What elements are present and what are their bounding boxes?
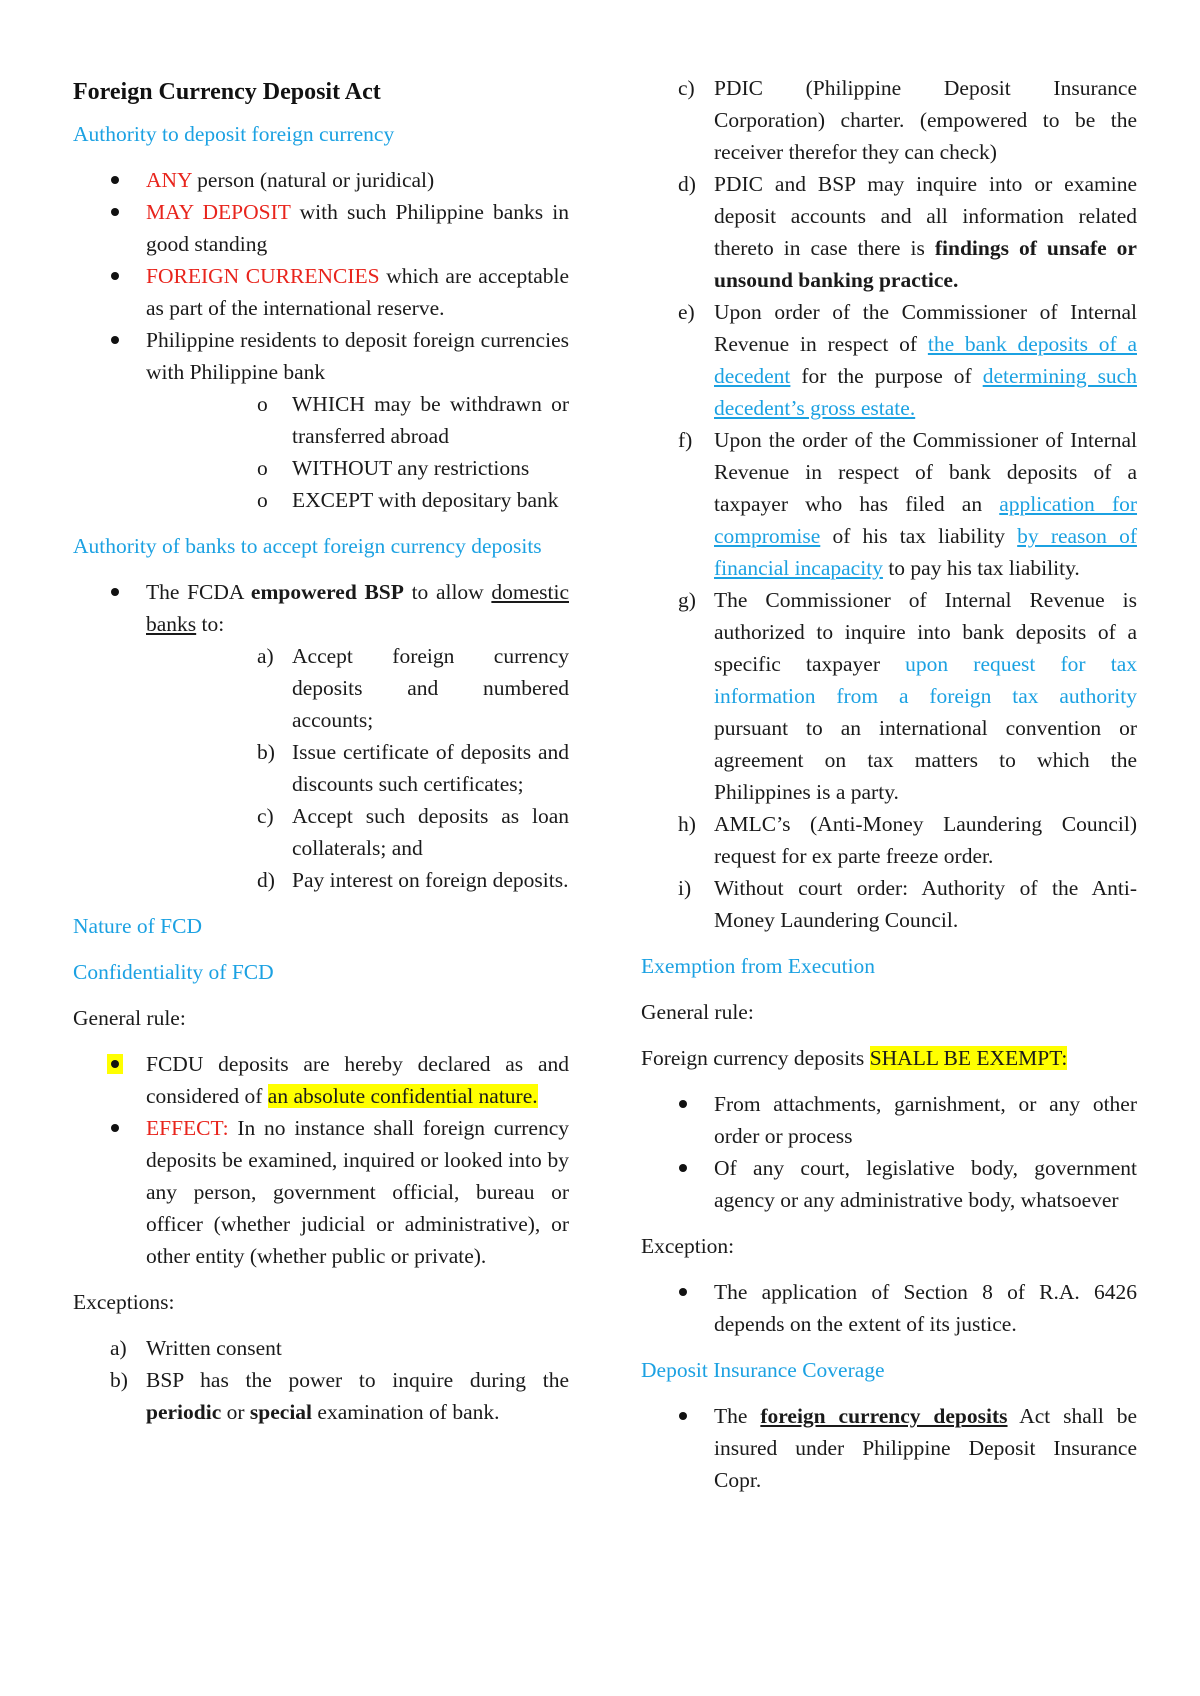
item-text: Foreign currency deposits — [641, 1046, 870, 1070]
sub-bullet-marker: o — [257, 392, 268, 416]
exception-label: Exception: — [641, 1234, 735, 1258]
item-marker: i) — [678, 876, 692, 900]
item-marker: c) — [678, 76, 695, 100]
item-text: WITHOUT any restrictions — [292, 456, 530, 480]
list-item — [73, 164, 569, 196]
item-text: with such Philippine banks in good standing — [146, 200, 570, 256]
list-item — [73, 324, 569, 516]
item-text: Pay interest on foreign deposits. — [292, 868, 569, 892]
underlined-blue-text: determining such decedent’s gross estate. — [714, 364, 1137, 420]
lettered-item — [146, 736, 569, 800]
left-column — [73, 72, 569, 1442]
item-marker: e) — [678, 300, 695, 324]
list-item — [73, 260, 569, 324]
lettered-item — [641, 872, 1137, 936]
bold-text: periodic — [146, 1400, 222, 1424]
exceptions-label: Exceptions: — [73, 1290, 175, 1314]
sub-list — [146, 388, 569, 516]
exemption-list — [641, 1088, 1137, 1216]
exceptions-list — [73, 1332, 569, 1428]
item-text: examination of bank. — [312, 1400, 500, 1424]
general-rule-label: General rule: — [641, 1000, 754, 1024]
sub-list-item — [146, 452, 569, 484]
item-text: WHICH may be withdrawn or transferred abroad — [292, 392, 569, 448]
list-item — [641, 1400, 1137, 1496]
list-item — [641, 1276, 1137, 1340]
item-text: which are acceptable as part of the international reserve. — [146, 264, 569, 320]
lettered-item — [641, 168, 1137, 296]
item-text: Without court order: Authority of the Anti-Money Laundering Council. — [714, 876, 1137, 932]
item-text: FCDU deposits are hereby declared as and considered of — [146, 1052, 569, 1108]
item-text: to pay his tax liability. — [882, 556, 1080, 580]
sub-list-item — [146, 484, 569, 516]
lettered-list — [146, 640, 569, 896]
underlined-blue-text: the bank deposits of a decedent — [714, 332, 1137, 388]
exceptions-list-continued — [641, 72, 1137, 936]
heading-authority-of-banks: Authority of banks to accept foreign currency deposits — [73, 534, 542, 558]
emphasis-text: FOREIGN CURRENCIES — [146, 264, 380, 288]
lettered-item — [641, 424, 1137, 584]
item-marker: f) — [678, 428, 693, 452]
highlighted-text: an absolute confidential nature. — [267, 1084, 538, 1108]
item-marker: g) — [678, 588, 696, 612]
underlined-text: domestic banks — [146, 580, 569, 636]
item-text: Upon the order of the Commissioner of Internal Revenue in respect of bank deposits of a taxpayer who has filed an — [714, 428, 1137, 516]
insurance-list — [641, 1400, 1137, 1496]
blue-text: upon request for tax information from a foreign tax authority — [714, 652, 1137, 708]
item-marker: b) — [257, 740, 275, 764]
lettered-item — [641, 808, 1137, 872]
document-title: Foreign Currency Deposit Act — [73, 79, 381, 105]
bold-text: findings of unsafe or unsound banking practice. — [714, 236, 1137, 292]
item-text: or — [221, 1400, 250, 1424]
right-column — [641, 72, 1137, 1510]
item-text: person (natural or juridical) — [191, 168, 435, 192]
underlined-blue-text: by reason of financial incapacity — [714, 524, 1137, 580]
bold-text: special — [249, 1400, 313, 1424]
underlined-blue-text: application for compromise — [714, 492, 1138, 548]
list-item — [641, 1088, 1137, 1152]
item-marker: h) — [678, 812, 696, 836]
item-text: pursuant to an international convention or agreement on tax matters to which the Philippines is a party. — [714, 716, 1137, 804]
item-text: Philippine residents to deposit foreign currencies with Philippine bank — [146, 328, 569, 384]
exemption-statement — [641, 1042, 1137, 1074]
lettered-item — [146, 640, 569, 736]
item-text: Of any court, legislative body, government agency or any administrative body, whatsoever — [714, 1156, 1137, 1212]
item-marker: b) — [110, 1368, 128, 1392]
lettered-item — [641, 296, 1137, 424]
lettered-item — [73, 1364, 569, 1428]
exception-list — [641, 1276, 1137, 1340]
sub-list-item — [146, 388, 569, 452]
bold-text: empowered BSP — [250, 580, 404, 604]
item-text: Accept such deposits as loan collaterals; and — [292, 804, 569, 860]
lettered-item — [641, 72, 1137, 168]
emphasis-text: ANY — [146, 168, 192, 192]
authority-deposit-list — [73, 164, 569, 516]
item-text: From attachments, garnishment, or any other order or process — [714, 1092, 1137, 1148]
general-rule-label: General rule: — [73, 1006, 186, 1030]
item-text: for the purpose of — [790, 364, 983, 388]
emphasis-text: MAY DEPOSIT — [146, 200, 291, 224]
item-text: Upon order of the Commissioner of Internal Revenue in respect of — [714, 300, 1137, 356]
list-item — [641, 1152, 1137, 1216]
item-text: The — [714, 1404, 761, 1428]
item-marker: c) — [257, 804, 274, 828]
authority-banks-list — [73, 576, 569, 896]
item-text: PDIC and BSP may inquire into or examine deposit accounts and all information related thereto in case there is — [714, 172, 1137, 260]
item-text: AMLC’s (Anti-Money Laundering Council) request for ex parte freeze order. — [714, 812, 1137, 868]
item-text: In no instance shall foreign currency deposits be examined, inquired or looked into by any person, government official, bureau or officer (whether judicial or administrative), or other entity (whether public or private). — [146, 1116, 569, 1268]
sub-bullet-marker: o — [257, 456, 268, 480]
item-text: Written consent — [146, 1336, 282, 1360]
heading-deposit-insurance: Deposit Insurance Coverage — [641, 1358, 885, 1382]
list-item — [73, 1048, 569, 1112]
item-marker: d) — [678, 172, 696, 196]
highlighted-text: SHALL BE EXEMPT: — [869, 1046, 1068, 1070]
item-text: BSP has the power to inquire during the — [146, 1368, 569, 1392]
highlighted-bullet — [107, 1054, 123, 1074]
item-text: PDIC (Philippine Deposit Insurance Corporation) charter. (empowered to be the receiver therefor they can check) — [714, 76, 1137, 164]
item-text: of his tax liability — [820, 524, 1018, 548]
confidentiality-list — [73, 1048, 569, 1272]
item-text: Act shall be insured under Philippine Deposit Insurance Copr. — [714, 1404, 1137, 1492]
item-text: to: — [196, 612, 225, 636]
sub-bullet-marker: o — [257, 488, 268, 512]
emphasis-text: EFFECT: — [146, 1116, 229, 1140]
lettered-item — [641, 584, 1137, 808]
item-text: to allow — [403, 580, 492, 604]
item-marker: a) — [257, 644, 274, 668]
item-text: EXCEPT with depositary bank — [292, 488, 559, 512]
item-text: The application of Section 8 of R.A. 6426 depends on the extent of its justice. — [714, 1280, 1137, 1336]
lettered-item — [146, 864, 569, 896]
heading-nature-of-fcd: Nature of FCD — [73, 914, 202, 938]
list-item — [73, 1112, 569, 1272]
item-text: Issue certificate of deposits and discounts such certificates; — [292, 740, 569, 796]
heading-exemption-from-execution: Exemption from Execution — [641, 954, 876, 978]
heading-authority-to-deposit: Authority to deposit foreign currency — [73, 122, 395, 146]
lettered-item — [146, 800, 569, 864]
heading-confidentiality: Confidentiality of FCD — [73, 960, 274, 984]
item-text: Accept foreign currency deposits and numbered accounts; — [292, 644, 569, 732]
list-item — [73, 196, 569, 260]
item-marker: d) — [257, 868, 275, 892]
item-marker: a) — [110, 1336, 127, 1360]
lettered-item — [73, 1332, 569, 1364]
bold-underlined-text: foreign currency deposits — [760, 1404, 1008, 1428]
item-text: The FCDA — [146, 580, 251, 604]
list-item — [73, 576, 569, 896]
item-text: The Commissioner of Internal Revenue is authorized to inquire into bank deposits of a specific taxpayer — [714, 588, 1137, 676]
